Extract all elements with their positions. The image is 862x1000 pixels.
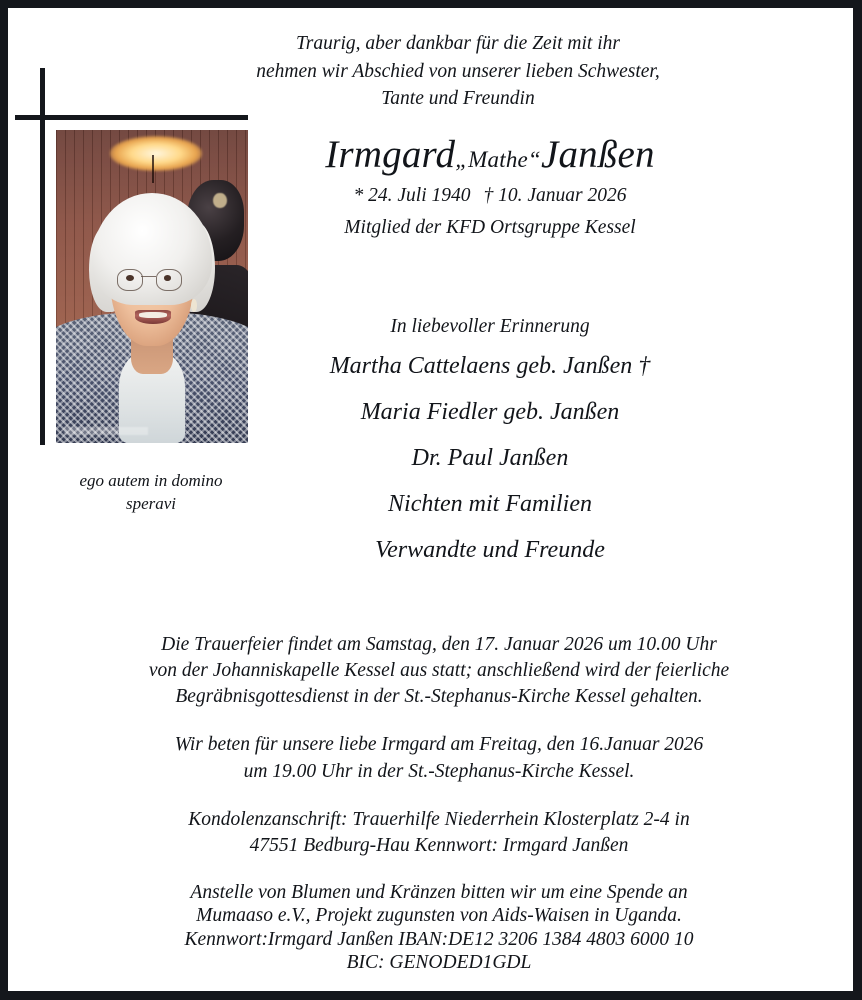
life-dates <box>240 185 740 207</box>
donation-iban-line: Kennwort:Irmgard Janßen IBAN:DE12 3206 1384 4803 6000 10 <box>184 928 694 950</box>
funeral-service-paragraph <box>94 632 784 710</box>
death-date: † 10. Januar 2026 <box>483 185 627 207</box>
photo-background-object-highlight <box>213 193 226 209</box>
donation-line-1: Anstelle von Blumen und Kränzen bitten wir um eine Spende an <box>190 881 688 903</box>
portrait-image <box>56 130 248 443</box>
intro-line-1: Traurig, aber dankbar für die Zeit mit ihr <box>296 33 620 54</box>
photo-caption-line-1: ego autem in domino <box>79 471 223 490</box>
photo-imprint-strip <box>64 427 148 435</box>
cross-horizontal-bar <box>15 115 248 120</box>
photo-caption-line-2: speravi <box>125 493 177 513</box>
nickname: „Mathe“ <box>455 147 541 172</box>
donation-bic-line: BIC: GENODED1GDL <box>346 952 532 974</box>
prayer-line-1: Wir beten für unsere liebe Irmgard am Freitag, den 16.Januar 2026 <box>174 734 704 756</box>
deceased-name <box>240 134 740 176</box>
details-section <box>94 632 784 974</box>
birth-date: * 24. Juli 1940 <box>353 185 471 207</box>
prayer-line-2: um 19.00 Uhr in der St.-Stephanus-Kirche Kessel. <box>243 760 635 782</box>
memorial-heading: In liebevoller Erinnerung <box>390 316 590 337</box>
intro-text <box>208 30 708 113</box>
survivor-name: Verwandte und Freunde <box>375 537 605 563</box>
photo-teeth <box>139 312 168 317</box>
obituary-page <box>8 8 853 991</box>
donation-paragraph <box>94 881 784 975</box>
cross-vertical-bar <box>40 68 45 445</box>
survivor-name: Dr. Paul Janßen <box>411 445 569 471</box>
survivor-name: Nichten mit Familien <box>388 491 592 517</box>
survivor-name: Maria Fiedler geb. Janßen <box>360 399 620 425</box>
photo-lamp-stem <box>152 155 154 183</box>
funeral-service-line-3: Begräbnisgottesdienst in der St.-Stephanus-Kirche Kessel gehalten. <box>175 686 703 708</box>
name-block <box>240 134 740 239</box>
intro-line-3: Tante und Freundin <box>381 88 535 110</box>
survivor-name: Martha Cattelaens geb. Janßen † <box>329 353 651 379</box>
first-name: Irmgard <box>325 133 456 176</box>
membership-line: Mitglied der KFD Ortsgruppe Kessel <box>344 217 636 239</box>
last-name: Janßen <box>540 133 655 176</box>
memorial-section <box>240 316 740 562</box>
condolence-line-1: Kondolenzanschrift: Trauerhilfe Niederrhein Klosterplatz 2-4 in <box>188 808 690 830</box>
photo-earring <box>191 299 197 312</box>
photo-ceiling-lamp <box>110 136 202 170</box>
portrait-photo <box>56 130 248 443</box>
photo-eye-left <box>126 275 134 281</box>
condolence-line-2: 47551 Bedburg-Hau Kennwort: Irmgard Janßen <box>249 834 629 856</box>
photo-caption <box>26 470 276 516</box>
prayer-paragraph <box>94 732 784 784</box>
funeral-service-line-2: von der Johanniskapelle Kessel aus statt; anschließend wird der feierliche <box>148 660 730 682</box>
condolence-paragraph <box>94 807 784 859</box>
donation-line-2: Mumaaso e.V., Projekt zugunsten von Aids-Waisen in Uganda. <box>196 905 682 927</box>
funeral-service-line-1: Die Trauerfeier findet am Samstag, den 17. Januar 2026 um 10.00 Uhr <box>161 634 717 655</box>
photo-glasses-bridge <box>141 276 155 277</box>
intro-line-2: nehmen wir Abschied von unserer lieben Schwester, <box>256 60 660 82</box>
